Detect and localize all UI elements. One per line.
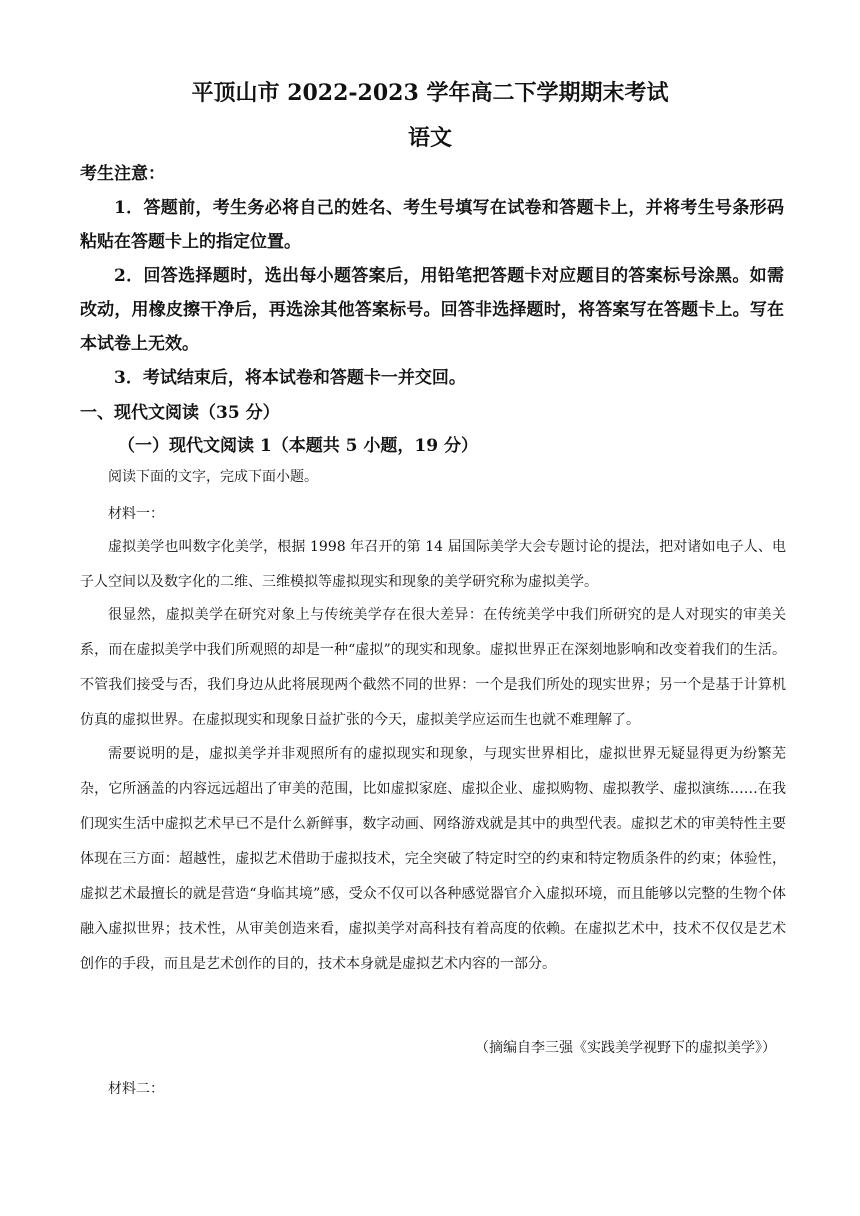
reading-intro-text: 阅读下面的文字，完成下面小题。 (108, 469, 318, 485)
notice-item-3: 3．考试结束后，将本试卷和答题卡一并交回。 (114, 368, 466, 388)
material-2-label (80, 1072, 786, 1107)
notice-heading: 考生注意： (80, 164, 165, 184)
paragraph-2-text: 很显然，虚拟美学在研究对象上与传统美学存在很大差异：在传统美学中我们所研究的是人对现实的审美关系，而在虚拟美学中我们所观照的却是一种“虚拟”的现实和现象。虚拟世界正在深刻地影响和改变着我们的生活。不管我们接受与否，我们身边从此将展现两个截然不同的世界：一个是我们所处的现实世界；另一个是基于计算机仿真的虚拟世界。在虚拟现实和现象日益扩张的今天，虚拟美学应运而生也就不难理解了。 (80, 607, 786, 728)
paragraph-1 (80, 530, 786, 600)
material-2-label-text: 材料二： (108, 1081, 164, 1097)
section-title: 一、现代文阅读（35 分） (80, 403, 280, 423)
material-1-label-text: 材料一： (108, 506, 164, 522)
notice-item-2: 2．回答选择题时，选出每小题答案后，用铅笔把答题卡对应题目的答案标号涂黑。如需改动，用橡皮擦干净后，再选涂其他答案标号。回答非选择题时，将答案写在答题卡上。写在本试卷上无效。 (80, 266, 784, 354)
paragraph-3-text: 需要说明的是，虚拟美学并非观照所有的虚拟现实和现象，与现实世界相比，虚拟世界无疑显得更为纷繁芜杂，它所涵盖的内容远远超出了审美的范围，比如虚拟家庭、虚拟企业、虚拟购物、虚拟教学、虚拟演练……在我们现实生活中虚拟艺术早已不是什么新鲜事，数字动画、网络游戏就是其中的典型代表。虚拟艺术的审美特性主要体现在三方面：超越性，虚拟艺术借助于虚拟技术，完全突破了特定时空的约束和特定物质条件的约束；体验性，虚拟艺术最擅长的就是营造“身临其境”感，受众不仅可以各种感觉器官介入虚拟环境，而且能够以完整的生物个体融入虚拟世界；技术性，从审美创造来看，虚拟美学对高科技有着高度的依赖。在虚拟艺术中，技术不仅仅是艺术创作的手段，而且是艺术创作的目的，技术本身就是虚拟艺术内容的一部分。 (80, 746, 786, 972)
section-subtitle: （一）现代文阅读 1（本题共 5 小题，19 分） (118, 436, 478, 456)
material-1-label (80, 497, 786, 532)
paragraph-2 (80, 598, 786, 738)
notice-block (80, 157, 784, 395)
paragraph-3 (80, 737, 786, 982)
paragraph-1-text: 虚拟美学也叫数字化美学，根据 1998 年召开的第 14 届国际美学大会专题讨论的提法，把对诸如电子人、电子人空间以及数字化的二维、三维模拟等虚拟现实和现象的美学研究称为虚拟美学。 (80, 539, 786, 590)
reading-intro (80, 460, 786, 495)
exam-subject: 语文 (407, 125, 452, 151)
exam-title: 平顶山市 2022-2023 学年高二下学期期末考试 (191, 80, 669, 106)
source-citation: （摘编自李三强《实践美学视野下的虚拟美学》） (475, 1040, 776, 1056)
notice-item-1: 1．答题前，考生务必将自己的姓名、考生号填写在试卷和答题卡上，并将考生号条形码粘贴在答题卡上的指定位置。 (80, 198, 784, 252)
